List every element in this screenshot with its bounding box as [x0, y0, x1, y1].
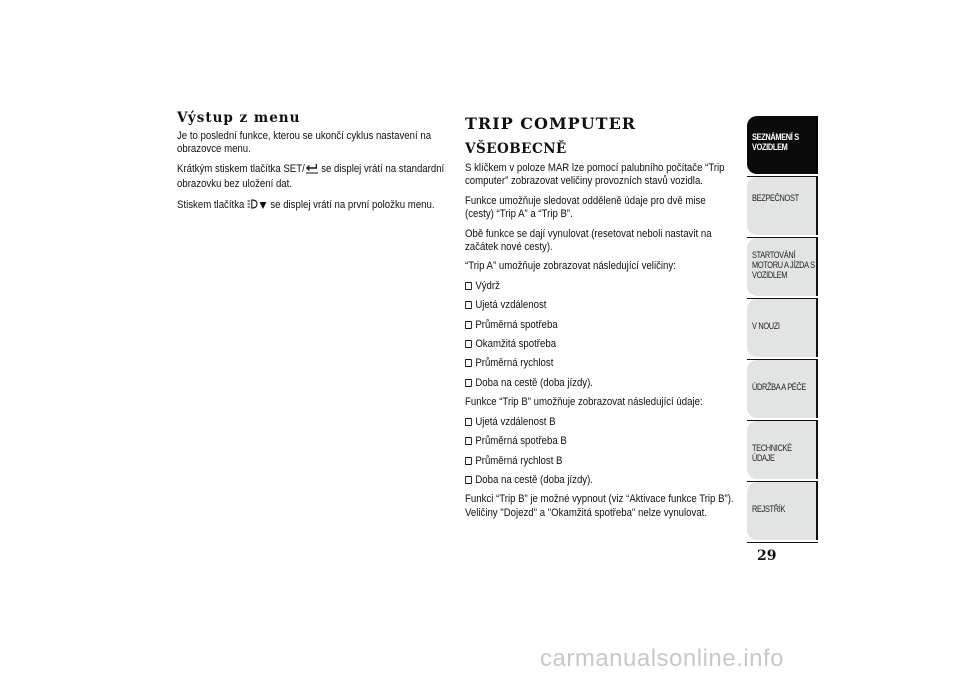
tab-startovani[interactable] — [747, 238, 818, 296]
tab-label: ÚDRŽBA A PÉČE — [752, 382, 806, 392]
checkbox-bullet-icon — [465, 321, 472, 329]
list-item: Doba na cestě (doba jízdy). — [465, 474, 734, 487]
tab-label: BEZPEČNOST — [752, 193, 799, 203]
paragraph: Funkce umožňuje sledovat odděleně údaje pro dvě mise (cesty) “Trip A” a “Trip B”. — [465, 194, 706, 221]
list-item: Průměrná rychlost — [465, 357, 734, 370]
checkbox-bullet-icon — [465, 457, 472, 465]
paragraph: S klíčkem v poloze MAR lze pomocí palubního počítače “Trip computer” zobrazovat veličiny provozních stavů vozidla. — [465, 162, 725, 188]
paragraph: “Trip A” umožňuje zobrazovat následující veličiny: — [465, 260, 676, 273]
checkbox-bullet-icon — [465, 437, 472, 445]
watermark: carmanualsonline.info — [540, 645, 784, 672]
checkbox-bullet-icon — [465, 359, 472, 367]
list-item: Průměrná rychlost B — [465, 455, 734, 468]
list-item: Výdrž — [465, 280, 734, 293]
list-item: Průměrná spotřeba — [465, 319, 734, 332]
checkbox-bullet-icon — [465, 282, 472, 290]
left-column — [177, 110, 457, 220]
return-arrow-icon — [305, 163, 319, 178]
tab-bezpecnost[interactable] — [747, 177, 818, 235]
checkbox-bullet-icon — [465, 340, 472, 348]
section-subtitle: VŠEOBECNĚ — [465, 141, 567, 157]
tab-label: TECHNICKÉ ÚDAJE — [752, 443, 792, 463]
tab-technicke-udaje[interactable] — [747, 421, 818, 479]
list-item: Ujetá vzdálenost — [465, 299, 734, 312]
trip-b-list — [465, 416, 735, 488]
tab-v-nouzi[interactable] — [747, 299, 818, 357]
chapter-tabs — [747, 116, 818, 543]
tab-label: V NOUZI — [752, 321, 780, 331]
tab-seznameni-s-vozidlem[interactable] — [747, 116, 818, 174]
tab-label: REJSTŘÍK — [752, 504, 786, 514]
checkbox-bullet-icon — [465, 301, 472, 309]
list-item: Ujetá vzdálenost B — [465, 416, 734, 429]
tab-label: SEZNÁMENÍ S VOZIDLEM — [752, 132, 799, 152]
paragraph: Obě funkce se dají vynulovat (resetovat neboli nastavit na začátek nové cesty). — [465, 227, 712, 254]
light-button-icon — [247, 198, 259, 214]
paragraph-set-button: Krátkým stiskem tlačítka SET/ se displej vrátí na standardní obrazovku bez uložení dat. — [177, 162, 445, 191]
paragraph: Je to poslední funkce, kterou se ukončí cyklus nastavení na obrazovce menu. — [177, 130, 432, 156]
page-title: TRIP COMPUTER — [465, 114, 637, 133]
paragraph: Funkci “Trip B” je možné vypnout (viz “Aktivace funkce Trip B”). Veličiny "Dojezd" a "Okamžitá spotřeba" nelze vynulovat. — [465, 493, 734, 519]
checkbox-bullet-icon — [465, 379, 472, 387]
checkbox-bullet-icon — [465, 418, 472, 426]
section-heading: Výstup z menu — [177, 110, 301, 126]
trip-a-list — [465, 280, 735, 390]
list-item: Okamžitá spotřeba — [465, 338, 734, 351]
paragraph-down-button: Stiskem tlačítka se displej vrátí na první položku menu. — [177, 198, 456, 214]
tab-udrzba-a-pece[interactable] — [747, 360, 818, 418]
list-item: Doba na cestě (doba jízdy). — [465, 377, 734, 390]
checkbox-bullet-icon — [465, 476, 472, 484]
paragraph: Funkce “Trip B” umožňuje zobrazovat následující údaje: — [465, 396, 703, 409]
list-item: Průměrná spotřeba B — [465, 435, 734, 448]
right-column — [465, 110, 735, 526]
page-number: 29 — [757, 548, 777, 564]
tab-label: STARTOVÁNÍ MOTORU A JÍZDA S VOZIDLEM — [752, 250, 815, 280]
tab-rejstrik[interactable] — [747, 482, 818, 540]
